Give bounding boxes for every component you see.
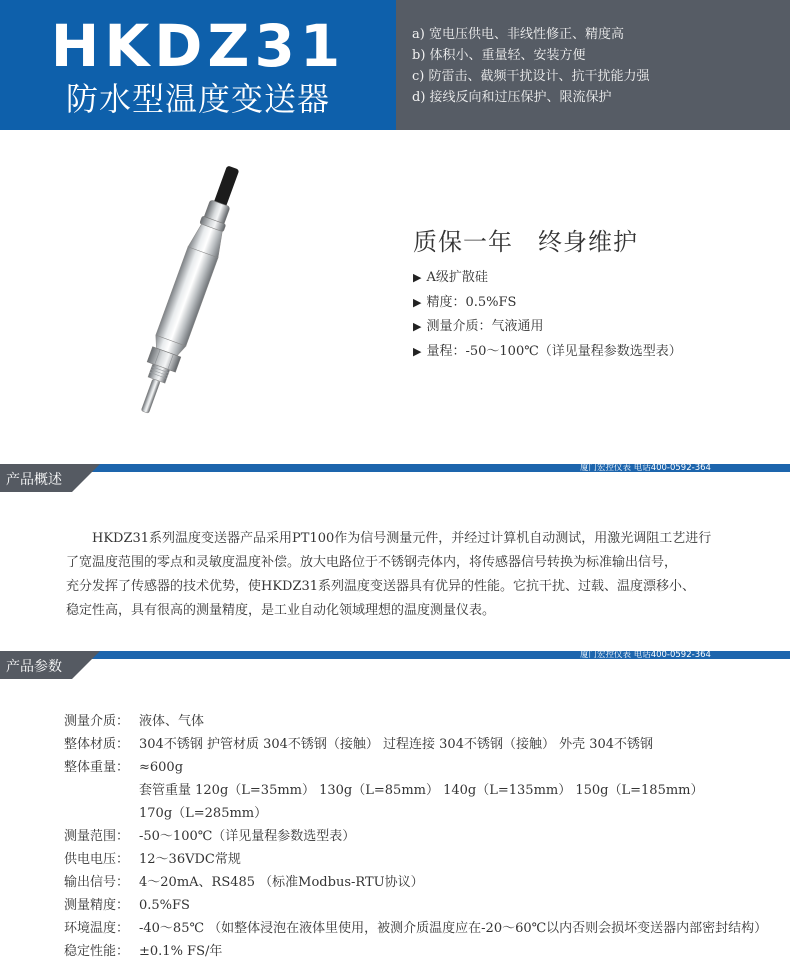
section-header-overview: [0, 464, 790, 492]
spec-label: 输出信号：: [64, 875, 130, 890]
spec-label: 稳定性能：: [64, 944, 130, 959]
header-banner: [0, 0, 790, 130]
highlight-item: ▶ 测量介质：气液通用: [413, 315, 682, 340]
highlight-list: [413, 266, 682, 364]
spec-value: 4～20mA、RS485 （标准Modbus-RTU协议）: [139, 875, 424, 890]
overview-line: 了宽温度范围的零点和灵敏度温度补偿。放大电路位于不锈钢壳体内，将传感器信号转换为标准输出信号，: [66, 555, 678, 570]
sensor-body: [156, 247, 218, 346]
product-image: [95, 158, 285, 418]
header-title-panel: [0, 0, 396, 130]
spec-value: 液体、气体: [139, 714, 205, 729]
spec-value: -50～100℃（详见量程参数选型表）: [139, 829, 356, 844]
section-contact: 厦门宏控仪表 电话400-0592-364: [580, 650, 711, 660]
feature-item: c) 防雷击、截频干扰设计、抗干扰能力强: [412, 69, 650, 84]
overview-line: 充分发挥了传感器的技术优势，使HKDZ31系列温度变送器具有优异的性能。它抗干扰、过载、温度漂移小、: [66, 579, 696, 594]
spec-label: 供电电压：: [64, 852, 130, 867]
feature-item: b) 体积小、重量轻、安装方便: [412, 48, 586, 63]
spec-value: 170g（L=285mm）: [139, 806, 268, 821]
section-contact: 厦门宏控仪表 电话400-0592-364: [580, 463, 711, 473]
spec-value: ±0.1% FS/年: [139, 944, 223, 959]
warranty-slogan: 质保一年 终身维护: [413, 228, 638, 256]
feature-list: [412, 24, 650, 108]
feature-item: a) 宽电压供电、非线性修正、精度高: [412, 27, 624, 42]
product-model: HKDZ31: [50, 12, 346, 80]
product-name: 防水型温度变送器: [65, 80, 330, 118]
section-title: 产品参数: [6, 659, 62, 675]
triangle-bullet-icon: ▶: [413, 271, 422, 284]
spec-value: 12～36VDC常规: [139, 852, 241, 867]
highlight-item: ▶ A级扩散硅: [413, 266, 682, 291]
overview-line: 稳定性高，具有很高的测量精度，是工业自动化领域理想的温度测量仪表。: [66, 603, 496, 618]
feature-item: d) 接线反向和过压保护、限流保护: [412, 90, 612, 105]
spec-label: 测量精度：: [64, 898, 130, 913]
highlight-item: ▶ 量程：-50～100℃（详见量程参数选型表）: [413, 340, 682, 365]
spec-value: ≈600g: [139, 760, 184, 775]
triangle-bullet-icon: ▶: [413, 295, 422, 309]
overview-text: [66, 527, 746, 623]
spec-label: 环境温度：: [64, 921, 130, 936]
spec-value: 304不锈钢 护管材质 304不锈钢（接触） 过程连接 304不锈钢（接触） 外壳 304不锈钢: [139, 737, 654, 752]
spec-value: -40～85℃ （如整体浸泡在液体里使用，被测介质温度应在-20～60℃以内否则会损坏变送器内部密封结构）: [139, 921, 768, 936]
spec-label: 测量介质：: [64, 714, 130, 729]
spec-value: 0.5%FS: [139, 898, 190, 913]
triangle-bullet-icon: ▶: [413, 320, 422, 333]
section-title: 产品概述: [6, 472, 62, 488]
section-header-params: [0, 651, 790, 679]
probe: [141, 379, 160, 414]
overview-line: HKDZ31系列温度变送器产品采用PT100作为信号测量元件，并经过计算机自动测试，用激光调阻工艺进行: [92, 531, 712, 546]
spec-value: 套管重量 120g（L=35mm） 130g（L=85mm） 140g（L=135mm） 150g（L=185mm）: [139, 783, 704, 798]
spec-label: 测量范围：: [64, 829, 130, 844]
spec-label: 整体材质：: [64, 737, 130, 752]
spec-label: 整体重量：: [64, 760, 130, 775]
triangle-bullet-icon: ▶: [413, 344, 422, 358]
highlight-item: ▶ 精度：0.5%FS: [413, 291, 682, 316]
